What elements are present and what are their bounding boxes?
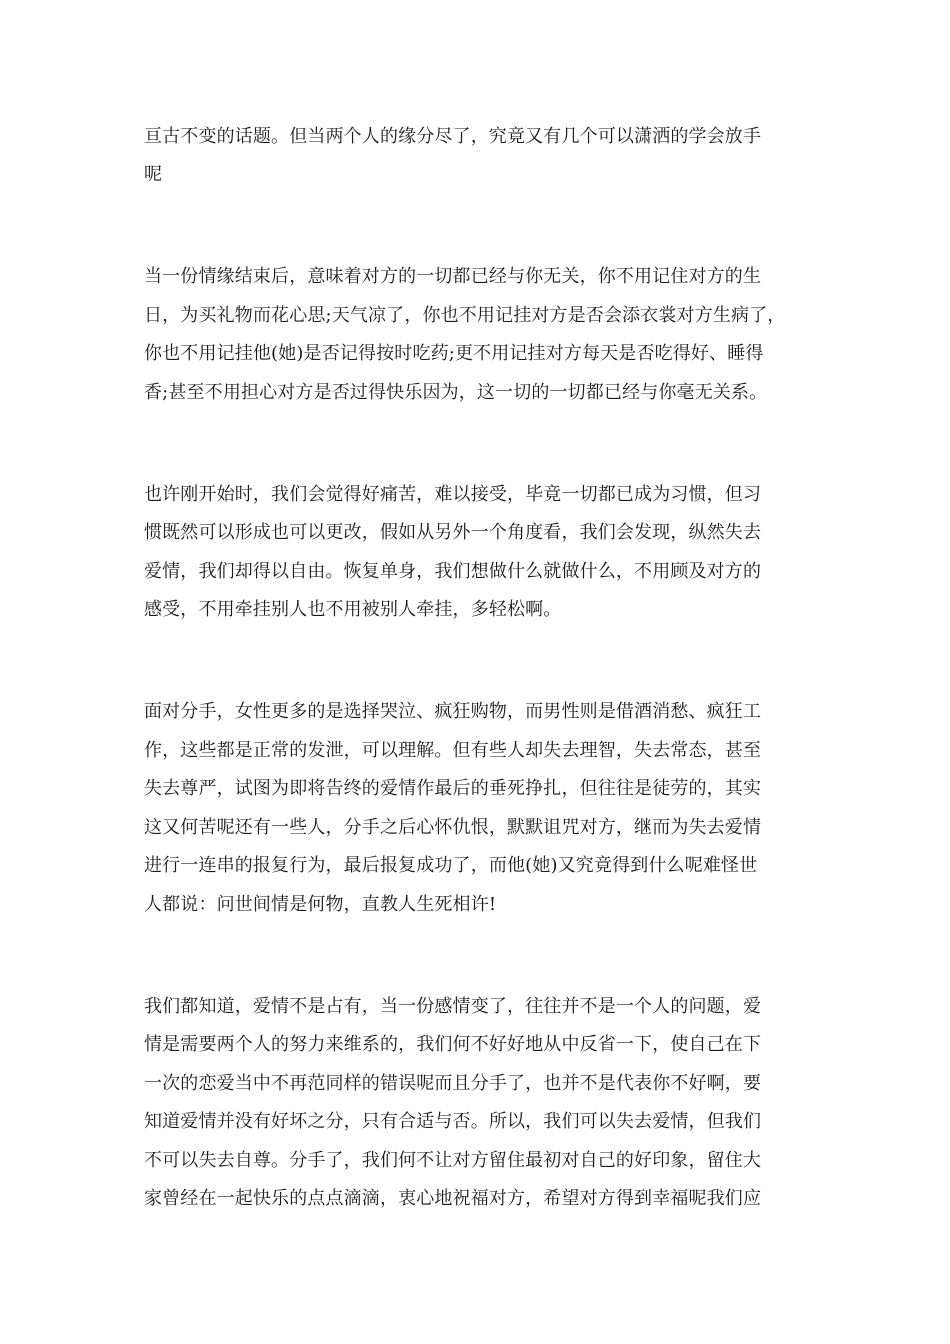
text-line: 失去尊严，试图为即将告终的爱情作最后的垂死挣扎，但往往是徒劳的，其实 xyxy=(144,778,762,799)
text-line: 作，这些都是正常的发泄，可以理解。但有些人却失去理智，失去常态，甚至 xyxy=(144,740,762,761)
text-line: 也许刚开始时，我们会觉得好痛苦，难以接受，毕竟一切都已成为习惯，但习 xyxy=(144,484,762,505)
text-line: 惯既然可以形成也可以更改，假如从另外一个角度看，我们会发现，纵然失去 xyxy=(144,522,762,543)
text-line: 我们都知道，爱情不是占有，当一份感情变了，往往并不是一个人的问题，爱 xyxy=(144,996,762,1017)
text-line: 感受，不用牵挂别人也不用被别人牵挂，多轻松啊。 xyxy=(144,599,562,620)
text-line: 这又何苦呢还有一些人，分手之后心怀仇恨，默默诅咒对方，继而为失去爱情 xyxy=(144,817,762,838)
text-line: 爱情，我们却得以自由。恢复单身，我们想做什么就做什么，不用顾及对方的 xyxy=(144,561,762,582)
text-line: 情是需要两个人的努力来维系的，我们何不好好地从中反省一下，使自己在下 xyxy=(144,1034,762,1055)
text-line: 一次的恋爱当中不再范同样的错误呢而且分手了，也并不是代表你不好啊，要 xyxy=(144,1073,762,1094)
text-line: 知道爱情并没有好坏之分，只有合适与否。所以，我们可以失去爱情，但我们 xyxy=(144,1111,762,1132)
text-line: 家曾经在一起快乐的点点滴滴，衷心地祝福对方，希望对方得到幸福呢我们应 xyxy=(144,1188,762,1209)
text-line: 面对分手，女性更多的是选择哭泣、疯狂购物，而男性则是借酒消愁、疯狂工 xyxy=(144,701,762,722)
text-line: 亘古不变的话题。但当两个人的缘分尽了，究竟又有几个可以潇洒的学会放手 xyxy=(144,126,762,147)
text-line: 不可以失去自尊。分手了，我们何不让对方留住最初对自己的好印象，留住大 xyxy=(144,1150,762,1171)
text-line: 当一份情缘结束后，意味着对方的一切都已经与你无关，你不用记住对方的生 xyxy=(144,266,762,287)
text-line: 你也不用记挂他(她)是否记得按时吃药;更不用记挂对方每天是否吃得好、睡得 xyxy=(144,343,764,364)
text-line: 进行一连串的报复行为，最后报复成功了，而他(她)又究竟得到什么呢难怪世 xyxy=(144,855,758,876)
text-line: 人都说：问世间情是何物，直教人生死相许! xyxy=(144,894,497,915)
text-line: 香;甚至不用担心对方是否过得快乐因为，这一切的一切都已经与你毫无关系。 xyxy=(144,382,768,403)
text-line: 呢 xyxy=(144,164,163,185)
text-line: 日，为买礼物而花心思;天气凉了，你也不用记挂对方是否会添衣裳对方生病了， xyxy=(144,305,786,326)
